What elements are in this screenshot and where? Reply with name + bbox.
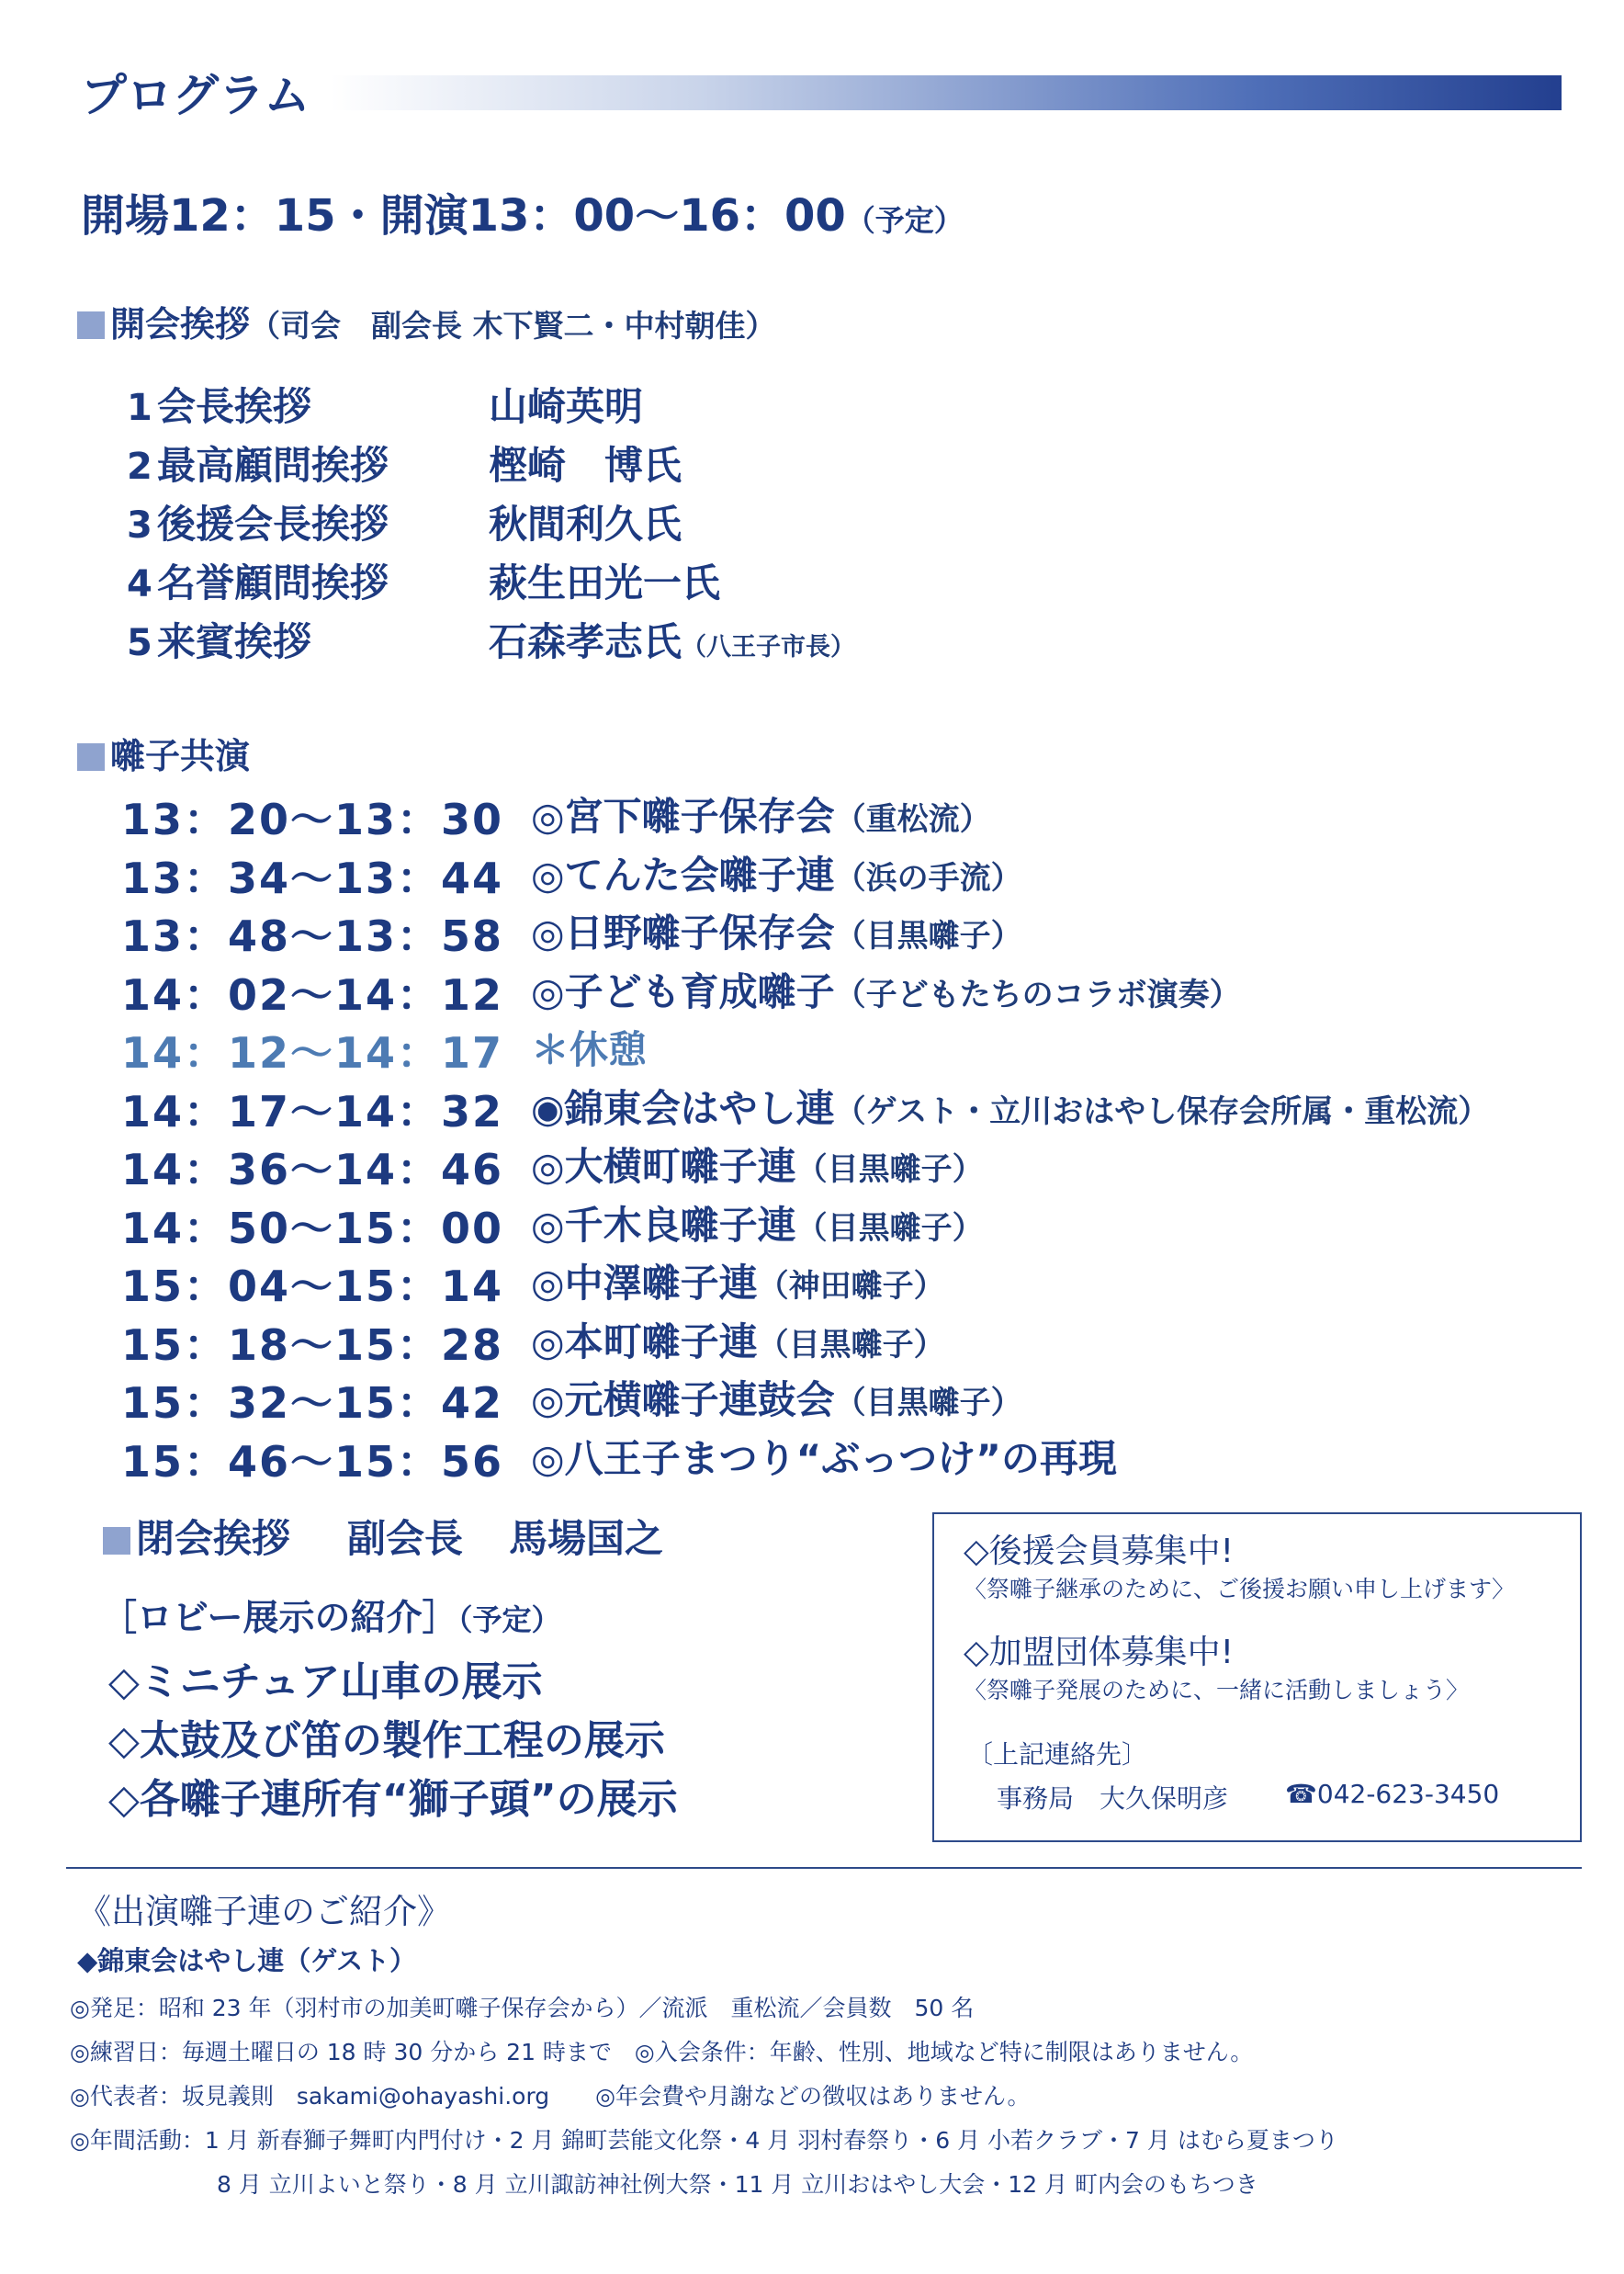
schedule-entry xyxy=(531,1195,984,1250)
group-style: （目黒囃子） xyxy=(795,1151,984,1188)
members-subtext: 〈祭囃子発展のために、一緒に活動しましょう〉 xyxy=(964,1677,1470,1703)
schedule-time: 14：12〜14：17 xyxy=(121,1028,504,1078)
greeting-name: 秋間利久氏 xyxy=(489,502,682,547)
group-name: ◎八王子まつり“ぶっつけ”の再現 xyxy=(531,1435,1117,1481)
schedule-time: 14：36〜14：46 xyxy=(121,1145,504,1194)
detail-line: ◎練習日：毎週土曜日の 18 時 30 分から 21 時まで ◎入会条件：年齢、性別、地域など特に制限はありません。 xyxy=(70,2039,1254,2065)
schedule-time: 15：18〜15：28 xyxy=(121,1319,504,1370)
group-style: （ゲスト・立川おはやし保存会所属・重松流） xyxy=(834,1092,1490,1130)
greeting-role: 名誉顧問挨拶 xyxy=(156,560,389,605)
section-divider xyxy=(66,1867,1582,1869)
opening-section-heading xyxy=(77,296,776,346)
group-name: ◎日野囃子保存会 xyxy=(531,911,835,956)
lobby-item: ◇太鼓及び笛の製作工程の展示 xyxy=(108,1717,665,1764)
greeting-row xyxy=(127,612,311,667)
schedule-entry xyxy=(531,1079,1489,1134)
guest-heading: ◆錦東会はやし連（ゲスト） xyxy=(77,1945,417,1976)
phone-number: ☎042-623-3450 xyxy=(1285,1779,1500,1809)
greeting-number: 1 xyxy=(127,387,152,429)
greeting-role: 会長挨拶 xyxy=(156,384,311,429)
schedule-entry xyxy=(531,1429,1117,1484)
schedule-time: 14：02〜14：12 xyxy=(121,969,504,1020)
group-style: （目黒囃子） xyxy=(834,1385,1022,1421)
greeting-role: 来賓挨拶 xyxy=(156,619,311,664)
square-bullet-icon xyxy=(77,743,105,771)
schedule-entry xyxy=(531,1020,647,1075)
mc-names: （司会 副会長 木下賢二・中村朝佳） xyxy=(250,308,776,344)
group-style: （神田囃子） xyxy=(757,1268,945,1305)
greeting-name: 石森孝志氏 xyxy=(489,619,682,664)
group-name: ◎元横囃子連鼓会 xyxy=(531,1377,835,1422)
schedule-entry xyxy=(531,1253,945,1308)
office-contact: 事務局 大久保明彦 xyxy=(997,1783,1229,1814)
lobby-note: （予定） xyxy=(457,1602,561,1637)
schedule-entry xyxy=(531,1137,984,1192)
schedule-entry xyxy=(531,962,1241,1017)
schedule-entry xyxy=(531,1312,945,1367)
schedule-time: 13：20〜13：30 xyxy=(121,795,504,844)
recruitment-box xyxy=(932,1512,1582,1842)
members-heading: ◇加盟団体募集中! xyxy=(964,1634,1235,1671)
lobby-item: ◇ミニチュア山車の展示 xyxy=(108,1658,543,1705)
group-name: ◉錦東会はやし連 xyxy=(531,1085,835,1131)
hours-text: 開場12：15・開演13：00〜16：00 xyxy=(81,190,846,242)
page-title: プログラム xyxy=(81,69,310,122)
lobby-item: ◇各囃子連所有“獅子頭”の展示 xyxy=(108,1776,678,1823)
greeting-note: （八王子市長） xyxy=(682,633,856,662)
schedule-time: 13：48〜13：58 xyxy=(121,911,504,961)
performance-section-heading xyxy=(77,728,250,778)
group-name: ◎大横町囃子連 xyxy=(531,1144,796,1189)
supporters-subtext: 〈祭囃子継承のために、ご後援お願い申し上げます〉 xyxy=(964,1576,1516,1602)
square-bullet-icon xyxy=(103,1527,130,1555)
greeting-name-row xyxy=(489,612,855,667)
greeting-role: 最高顧問挨拶 xyxy=(156,443,389,488)
group-style: （目黒囃子） xyxy=(757,1326,945,1363)
supporters-heading: ◇後援会員募集中! xyxy=(964,1533,1235,1570)
group-name: ◎千木良囃子連 xyxy=(531,1202,796,1248)
detail-line: ◎代表者：坂見義則 sakami@ohayashi.org ◎年会費や月謝などの徴収はありません。 xyxy=(70,2083,1031,2110)
closing-heading: 閉会挨拶 xyxy=(136,1516,291,1561)
detail-line: ◎年間活動：1 月 新春獅子舞町内門付け・2 月 錦町芸能文化祭・4 月 羽村春祭り・6 月 小若クラブ・7 月 はむら夏まつり xyxy=(70,2127,1338,2154)
lobby-heading xyxy=(101,1590,560,1641)
schedule-entry xyxy=(531,903,1022,958)
schedule-time: 14：50〜15：00 xyxy=(121,1203,504,1253)
group-style: （目黒囃子） xyxy=(834,918,1022,955)
title-gradient-band xyxy=(331,75,1562,110)
square-bullet-icon xyxy=(77,311,105,339)
schedule-entry xyxy=(531,786,991,842)
greeting-row xyxy=(127,553,389,608)
group-name: ◎てんた会囃子連 xyxy=(531,852,835,898)
greeting-role: 後援会長挨拶 xyxy=(156,502,389,547)
schedule-time: 15：32〜15：42 xyxy=(121,1378,504,1428)
group-style: （浜の手流） xyxy=(834,859,1022,897)
group-name: ＊休憩 xyxy=(531,1027,648,1072)
group-style: （重松流） xyxy=(834,801,991,838)
closing-section-heading xyxy=(103,1509,290,1564)
group-style: （目黒囃子） xyxy=(795,1209,984,1247)
opening-heading: 開会挨拶 xyxy=(110,304,251,345)
schedule-time: 15：46〜15：56 xyxy=(121,1436,504,1487)
greeting-number: 5 xyxy=(127,622,152,664)
greeting-name: 萩生田光一氏 xyxy=(489,560,721,605)
contact-label: 〔上記連絡先〕 xyxy=(967,1739,1148,1770)
greeting-number: 3 xyxy=(127,504,152,547)
greeting-row xyxy=(127,494,389,549)
closing-name: 馬場国之 xyxy=(509,1516,664,1561)
intro-title: 《出演囃子連のご紹介》 xyxy=(77,1892,451,1931)
greeting-number: 2 xyxy=(127,446,152,488)
detail-line: ◎発足：昭和 23 年（羽村市の加美町囃子保存会から）／流派 重松流／会員数 50 名 xyxy=(70,1995,975,2021)
group-name: ◎本町囃子連 xyxy=(531,1318,758,1364)
greeting-name: 樫崎 博氏 xyxy=(489,443,682,488)
greeting-row xyxy=(127,377,311,432)
hours-note: （予定） xyxy=(845,203,964,238)
lobby-title: ［ロビー展示の紹介］ xyxy=(101,1598,458,1639)
performance-heading: 囃子共演 xyxy=(110,736,251,776)
schedule-time: 13：34〜13：44 xyxy=(121,853,504,903)
group-name: ◎中澤囃子連 xyxy=(531,1261,758,1306)
greeting-number: 4 xyxy=(127,563,152,605)
group-name: ◎宮下囃子保存会 xyxy=(531,794,835,839)
group-name: ◎子ども育成囃子 xyxy=(531,968,835,1014)
detail-line: 8 月 立川よいと祭り・8 月 立川諏訪神社例大祭・11 月 立川おはやし大会・12 月 町内会のもちつき xyxy=(217,2171,1258,2198)
closing-role: 副会長 xyxy=(347,1516,464,1561)
schedule-entry xyxy=(531,1370,1022,1425)
schedule-time: 15：04〜15：14 xyxy=(121,1261,504,1311)
opening-hours xyxy=(81,180,964,243)
schedule-time: 14：17〜14：32 xyxy=(121,1086,504,1137)
greeting-name: 山崎英明 xyxy=(489,384,644,429)
group-style: （子どもたちのコラボ演奏） xyxy=(834,976,1241,1013)
greeting-row xyxy=(127,436,389,491)
schedule-entry xyxy=(531,845,1022,900)
